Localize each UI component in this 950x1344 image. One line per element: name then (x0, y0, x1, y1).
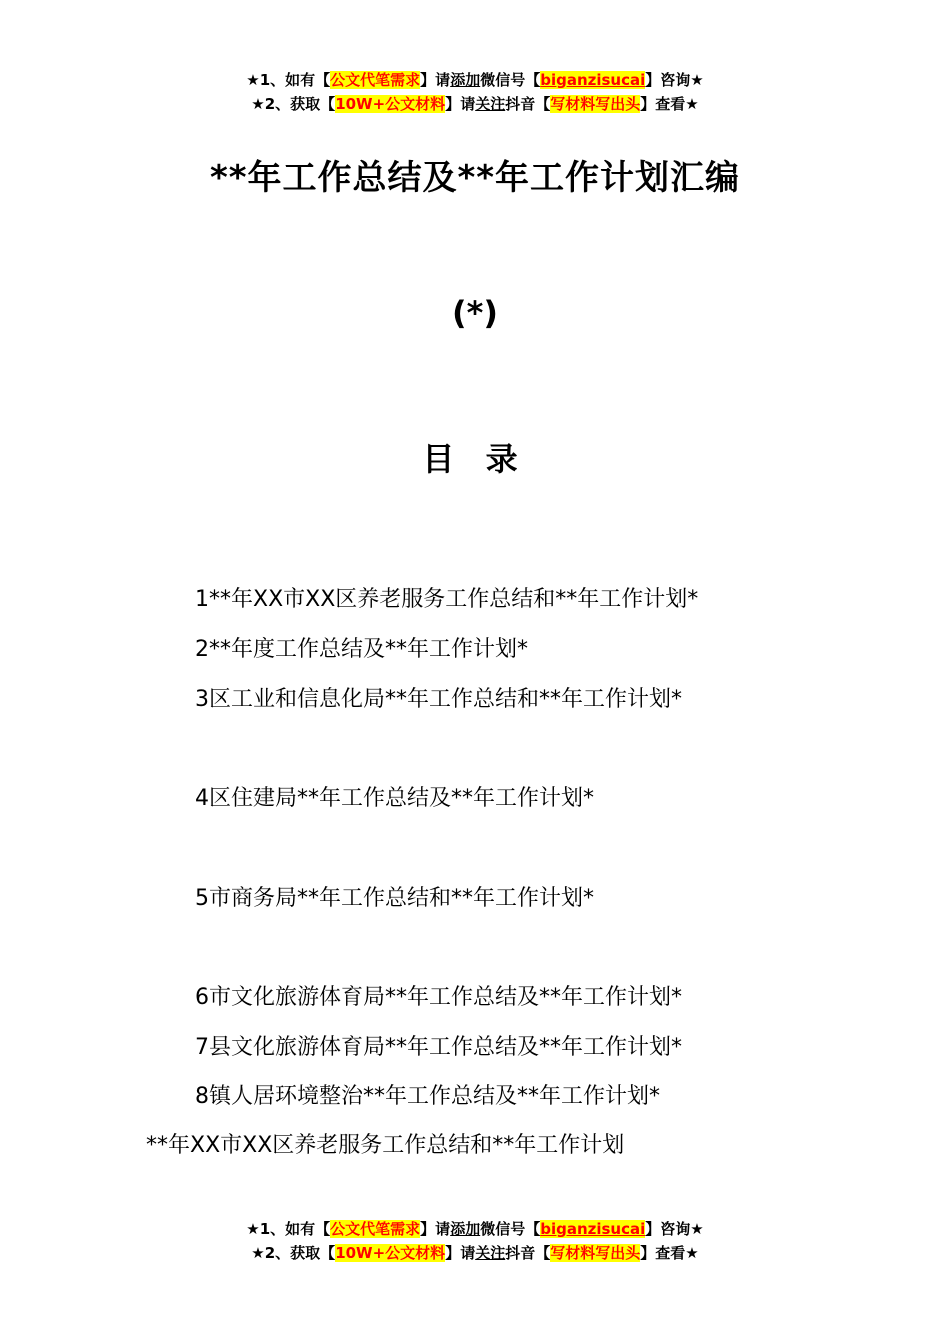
ad-emphasis: 添加 (450, 1220, 481, 1238)
ad-douyin-id: 写材料写出头 (550, 95, 641, 113)
section-heading: **年XX市XX区养老服务工作总结和**年工作计划 (146, 1133, 625, 1158)
ad-wechat-id: biganzisucai (540, 1220, 646, 1238)
ad-text: 】请 (445, 1244, 476, 1262)
footer-ad-block (0, 1217, 950, 1265)
document-title: **年工作总结及**年工作计划汇编 (209, 158, 741, 198)
ad-text: ★1、如有【 (246, 1220, 331, 1238)
ad-highlight: 公文代笔需求 (330, 71, 421, 89)
ad-wechat-id: biganzisucai (540, 71, 646, 89)
document-subtitle: (*) (452, 294, 498, 332)
ad-emphasis: 添加 (450, 71, 481, 89)
ad-text: 】查看★ (640, 1244, 699, 1262)
ad-douyin-id: 写材料写出头 (550, 1244, 641, 1262)
toc-item: 3区工业和信息化局**年工作总结和**年工作计划* (195, 687, 682, 712)
toc-item: 5市商务局**年工作总结和**年工作计划* (195, 886, 594, 911)
ad-text: ★2、获取【 (251, 1244, 336, 1262)
ad-text: 】查看★ (640, 95, 699, 113)
ad-text: 】咨询★ (645, 1220, 704, 1238)
ad-emphasis: 关注 (475, 1244, 506, 1262)
ad-text: 微信号【 (480, 71, 541, 89)
ad-text: 】咨询★ (645, 71, 704, 89)
header-ad-line-2 (0, 92, 950, 116)
ad-highlight: 10W+公文材料 (335, 95, 446, 113)
ad-text: ★1、如有【 (246, 71, 331, 89)
header-ad-block (0, 68, 950, 116)
header-ad-line-1 (0, 68, 950, 92)
ad-text: 】请 (420, 1220, 451, 1238)
toc-heading: 目 录 (422, 440, 528, 478)
ad-text: 微信号【 (480, 1220, 541, 1238)
toc-item: 7县文化旅游体育局**年工作总结及**年工作计划* (195, 1035, 682, 1060)
ad-emphasis: 关注 (475, 95, 506, 113)
toc-item: 1**年XX市XX区养老服务工作总结和**年工作计划* (195, 587, 699, 612)
toc-item: 8镇人居环境整治**年工作总结及**年工作计划* (195, 1084, 660, 1109)
ad-text: 抖音【 (505, 95, 551, 113)
ad-text: 】请 (445, 95, 476, 113)
ad-highlight: 公文代笔需求 (330, 1220, 421, 1238)
footer-ad-line-1 (0, 1217, 950, 1241)
ad-highlight: 10W+公文材料 (335, 1244, 446, 1262)
toc-item: 4区住建局**年工作总结及**年工作计划* (195, 786, 594, 811)
toc-item: 2**年度工作总结及**年工作计划* (195, 637, 528, 662)
toc-item: 6市文化旅游体育局**年工作总结及**年工作计划* (195, 985, 682, 1010)
ad-text: ★2、获取【 (251, 95, 336, 113)
ad-text: 抖音【 (505, 1244, 551, 1262)
ad-text: 】请 (420, 71, 451, 89)
footer-ad-line-2 (0, 1241, 950, 1265)
